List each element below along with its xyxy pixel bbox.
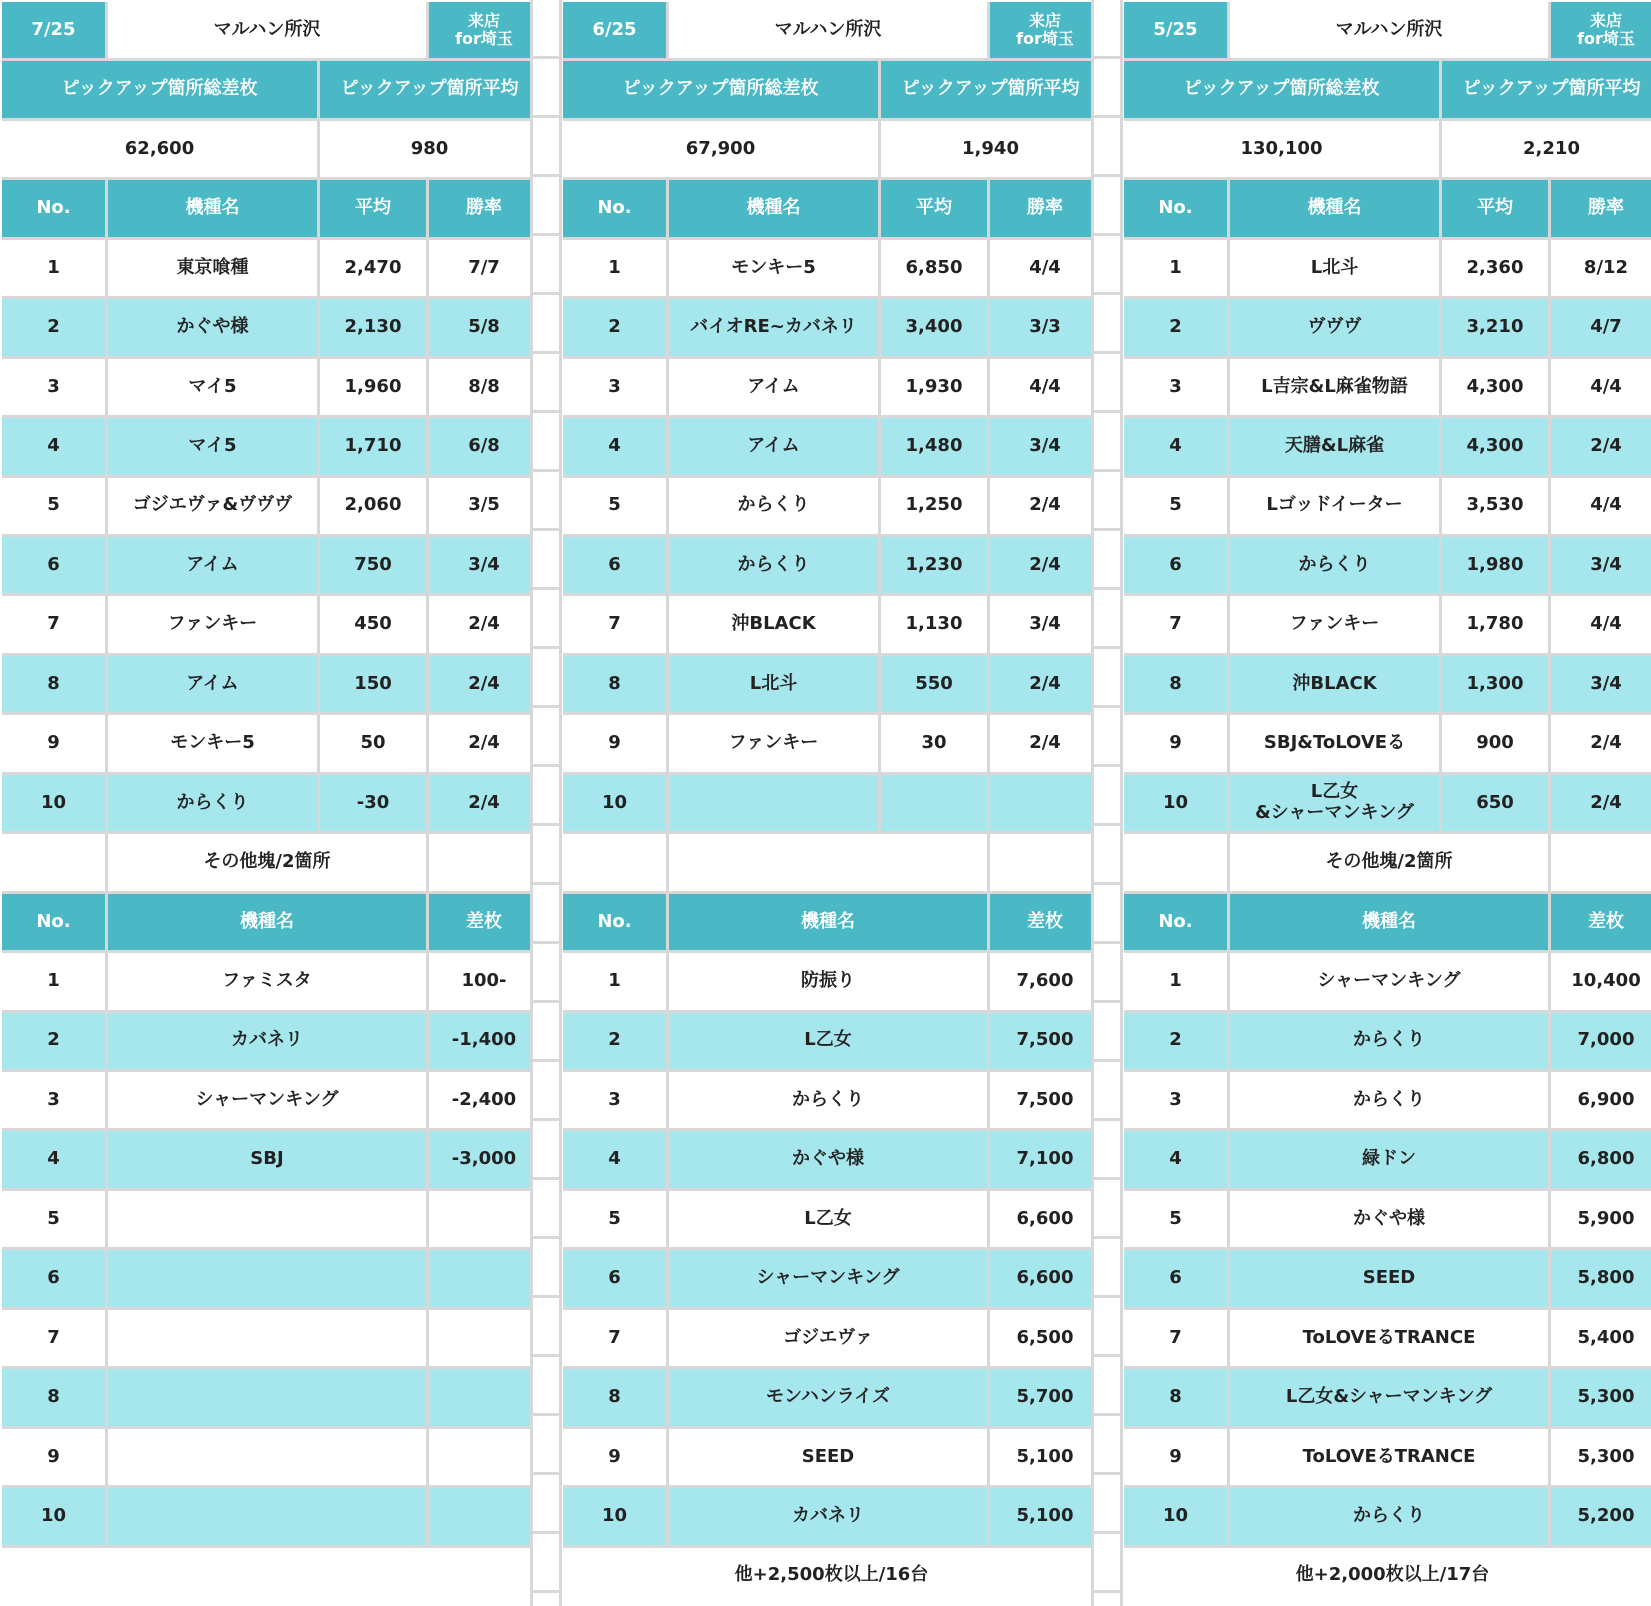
machine-name: ToLOVEるTRANCE [1230,1429,1548,1485]
row-number: 8 [2,1369,105,1425]
row-number: 4 [1124,1131,1227,1187]
average-diff: 50 [320,715,426,771]
footer-note: 他+2,500枚以上/16台 [563,1548,1100,1604]
machine-name: からくり [1230,537,1439,593]
machine-name: シャーマンキング [108,1072,426,1128]
average-diff: 1,250 [881,478,987,534]
row-number: 4 [1124,418,1227,474]
date-label: 6/25 [563,2,666,58]
machine-name: 天膳&L麻雀 [1230,418,1439,474]
average-diff: 650 [1442,775,1548,831]
coin-diff: 5,100 [990,1488,1100,1544]
average-diff: 2,470 [320,240,426,296]
col-header-no: No. [563,180,666,236]
row-number: 6 [1124,1250,1227,1306]
total-diff-value: 130,100 [1124,121,1439,177]
row-number: 9 [2,1429,105,1485]
coin-diff: 5,200 [1551,1488,1651,1544]
coin-diff: 7,500 [990,1013,1100,1069]
row-number: 8 [1124,1369,1227,1425]
machine-name: SEED [1230,1250,1548,1306]
row-number: 2 [1124,1013,1227,1069]
date-panel [2,2,530,1604]
date-panel [1124,2,1651,1604]
row-number: 6 [2,1250,105,1306]
coin-diff: -3,000 [429,1131,539,1187]
total-diff-label: ピックアップ箇所総差枚 [563,61,878,117]
other-note: その他塊/2箇所 [1230,834,1548,890]
average-label: ピックアップ箇所平均 [881,61,1100,117]
row-number: 5 [1124,1191,1227,1247]
coin-diff: 5,100 [990,1429,1100,1485]
machine-name: L北斗 [669,656,878,712]
row-number: 3 [2,359,105,415]
row-number: 1 [1124,953,1227,1009]
row-number: 3 [563,359,666,415]
machine-name: モンハンライズ [669,1369,987,1425]
coin-diff [429,1191,539,1247]
row-number: 7 [2,1310,105,1366]
machine-name: 東京喰種 [108,240,317,296]
machine-name: からくり [669,537,878,593]
row-number: 7 [1124,596,1227,652]
col-header-no: No. [563,894,666,950]
average-diff: 2,130 [320,299,426,355]
other-note: その他塊/2箇所 [108,834,426,890]
col-header-average: 平均 [320,180,426,236]
row-number: 4 [563,418,666,474]
average-diff: 30 [881,715,987,771]
row-number: 1 [2,953,105,1009]
row-number: 3 [1124,1072,1227,1128]
coin-diff [429,1310,539,1366]
win-rate: 2/4 [990,537,1100,593]
col-header-diff: 差枚 [1551,894,1651,950]
average-value: 1,940 [881,121,1100,177]
machine-name: ヴヴヴ [1230,299,1439,355]
date-label: 7/25 [2,2,105,58]
average-diff: 1,930 [881,359,987,415]
visit-tag: 来店 for埼玉 [1551,2,1651,58]
row-number: 5 [2,1191,105,1247]
row-number: 7 [563,1310,666,1366]
store-name: マルハン所沢 [108,2,426,58]
coin-diff: 6,600 [990,1191,1100,1247]
machine-name: Lゴッドイーター [1230,478,1439,534]
coin-diff: 10,400 [1551,953,1651,1009]
row-number: 2 [2,299,105,355]
row-number: 8 [2,656,105,712]
win-rate: 3/4 [990,596,1100,652]
machine-name: SEED [669,1429,987,1485]
win-rate: 3/4 [1551,656,1651,712]
col-header-machine: 機種名 [669,894,987,950]
row-number: 9 [563,715,666,771]
coin-diff: 7,100 [990,1131,1100,1187]
machine-name [108,1429,426,1485]
average-diff: 4,300 [1442,418,1548,474]
separator-stripes [533,0,559,1606]
other-blank [1124,834,1227,890]
col-header-average: 平均 [881,180,987,236]
machine-name: ファンキー [669,715,878,771]
average-diff: 1,780 [1442,596,1548,652]
row-number: 9 [2,715,105,771]
machine-name: モンキー5 [669,240,878,296]
average-diff: 1,480 [881,418,987,474]
machine-name: シャーマンキング [1230,953,1548,1009]
win-rate: 8/12 [1551,240,1651,296]
coin-diff: 100- [429,953,539,1009]
row-number: 8 [1124,656,1227,712]
average-diff: 2,060 [320,478,426,534]
row-number: 9 [1124,715,1227,771]
row-number: 8 [563,656,666,712]
average-diff: 900 [1442,715,1548,771]
machine-name: アイム [108,537,317,593]
row-number: 3 [563,1072,666,1128]
other-blank [990,834,1100,890]
win-rate: 2/4 [1551,715,1651,771]
column-separator [530,0,562,1606]
row-number: 6 [1124,537,1227,593]
win-rate: 4/7 [1551,299,1651,355]
win-rate: 3/3 [990,299,1100,355]
col-header-machine: 機種名 [1230,894,1548,950]
total-diff-value: 62,600 [2,121,317,177]
col-header-no: No. [1124,894,1227,950]
row-number: 2 [1124,299,1227,355]
row-number: 6 [563,1250,666,1306]
average-diff: 1,980 [1442,537,1548,593]
date-label: 5/25 [1124,2,1227,58]
date-panel [563,2,1091,1604]
win-rate: 3/4 [990,418,1100,474]
average-diff: 3,210 [1442,299,1548,355]
average-value: 980 [320,121,539,177]
row-number: 8 [563,1369,666,1425]
col-header-diff: 差枚 [990,894,1100,950]
row-number: 7 [1124,1310,1227,1366]
average-diff: -30 [320,775,426,831]
row-number: 5 [2,478,105,534]
machine-name: L北斗 [1230,240,1439,296]
other-blank [563,834,666,890]
win-rate: 2/4 [1551,775,1651,831]
coin-diff [429,1369,539,1425]
coin-diff: 5,900 [1551,1191,1651,1247]
machine-name: ファンキー [1230,596,1439,652]
win-rate: 4/4 [1551,478,1651,534]
machine-name: バイオRE~カバネリ [669,299,878,355]
machine-name: L乙女 [669,1191,987,1247]
win-rate: 2/4 [1551,418,1651,474]
average-diff: 1,230 [881,537,987,593]
col-header-winrate: 勝率 [1551,180,1651,236]
coin-diff: 5,400 [1551,1310,1651,1366]
row-number: 7 [563,596,666,652]
win-rate: 5/8 [429,299,539,355]
win-rate: 4/4 [1551,359,1651,415]
machine-name [108,1250,426,1306]
col-header-no: No. [1124,180,1227,236]
coin-diff: 5,700 [990,1369,1100,1425]
average-diff: 3,530 [1442,478,1548,534]
column-separator [1091,0,1123,1606]
row-number: 9 [563,1429,666,1485]
average-label: ピックアップ箇所平均 [1442,61,1651,117]
coin-diff [429,1429,539,1485]
visit-tag: 来店 for埼玉 [990,2,1100,58]
average-diff: 2,360 [1442,240,1548,296]
win-rate: 2/4 [429,715,539,771]
col-header-diff: 差枚 [429,894,539,950]
machine-name: ファミスタ [108,953,426,1009]
footer-note: 他+2,000枚以上/17台 [1124,1548,1651,1604]
machine-name [108,1369,426,1425]
machine-name: からくり [1230,1013,1548,1069]
machine-name [669,775,878,831]
machine-name: L吉宗&L麻雀物語 [1230,359,1439,415]
machine-name: アイム [108,656,317,712]
average-diff: 1,300 [1442,656,1548,712]
machine-name: かぐや様 [669,1131,987,1187]
row-number: 4 [2,418,105,474]
average-diff: 4,300 [1442,359,1548,415]
win-rate: 8/8 [429,359,539,415]
machine-name: アイム [669,418,878,474]
other-blank [1551,834,1651,890]
machine-name: からくり [1230,1072,1548,1128]
row-number: 2 [563,1013,666,1069]
machine-name [108,1191,426,1247]
average-diff: 550 [881,656,987,712]
win-rate: 2/4 [990,478,1100,534]
win-rate [990,775,1100,831]
row-number: 1 [563,240,666,296]
coin-diff: 5,300 [1551,1369,1651,1425]
col-header-winrate: 勝率 [990,180,1100,236]
col-header-machine: 機種名 [669,180,878,236]
machine-name: マイ5 [108,359,317,415]
store-name: マルハン所沢 [669,2,987,58]
machine-name: モンキー5 [108,715,317,771]
machine-name: 緑ドン [1230,1131,1548,1187]
row-number: 10 [563,775,666,831]
win-rate: 2/4 [990,715,1100,771]
machine-name: SBJ&ToLOVEる [1230,715,1439,771]
machine-name: 沖BLACK [669,596,878,652]
average-value: 2,210 [1442,121,1651,177]
machine-name: かぐや様 [1230,1191,1548,1247]
separator-stripes [1094,0,1120,1606]
coin-diff [429,1250,539,1306]
col-header-no: No. [2,180,105,236]
average-diff: 3,400 [881,299,987,355]
row-number: 3 [1124,359,1227,415]
machine-name [108,1488,426,1544]
coin-diff [429,1488,539,1544]
total-diff-label: ピックアップ箇所総差枚 [2,61,317,117]
machine-name: からくり [1230,1488,1548,1544]
row-number: 6 [2,537,105,593]
win-rate: 3/4 [1551,537,1651,593]
total-diff-value: 67,900 [563,121,878,177]
win-rate: 4/4 [1551,596,1651,652]
win-rate: 7/7 [429,240,539,296]
average-diff: 150 [320,656,426,712]
row-number: 2 [2,1013,105,1069]
other-blank [429,834,539,890]
row-number: 3 [2,1072,105,1128]
row-number: 10 [2,1488,105,1544]
machine-name: ゴジエヴァ&ヴヴヴ [108,478,317,534]
machine-name: マイ5 [108,418,317,474]
machine-name: L乙女 &シャーマンキング [1230,775,1439,831]
row-number: 1 [2,240,105,296]
footer-note [2,1548,539,1604]
row-number: 10 [1124,775,1227,831]
row-number: 2 [563,299,666,355]
row-number: 9 [1124,1429,1227,1485]
machine-name: シャーマンキング [669,1250,987,1306]
visit-tag: 来店 for埼玉 [429,2,539,58]
row-number: 1 [1124,240,1227,296]
machine-name: からくり [669,1072,987,1128]
average-diff: 750 [320,537,426,593]
machine-name: ファンキー [108,596,317,652]
win-rate: 3/4 [429,537,539,593]
row-number: 7 [2,596,105,652]
win-rate: 2/4 [429,596,539,652]
coin-diff: 6,800 [1551,1131,1651,1187]
col-header-machine: 機種名 [108,180,317,236]
row-number: 5 [563,1191,666,1247]
average-diff [881,775,987,831]
coin-diff: 6,600 [990,1250,1100,1306]
machine-name: カバネリ [669,1488,987,1544]
coin-diff: 6,900 [1551,1072,1651,1128]
store-name: マルハン所沢 [1230,2,1548,58]
machine-name: からくり [108,775,317,831]
average-diff: 6,850 [881,240,987,296]
win-rate: 3/5 [429,478,539,534]
average-diff: 1,130 [881,596,987,652]
coin-diff: 7,600 [990,953,1100,1009]
row-number: 6 [563,537,666,593]
col-header-no: No. [2,894,105,950]
machine-name [108,1310,426,1366]
win-rate: 2/4 [429,775,539,831]
coin-diff: -2,400 [429,1072,539,1128]
win-rate: 4/4 [990,359,1100,415]
row-number: 4 [2,1131,105,1187]
machine-name: からくり [669,478,878,534]
coin-diff: 5,800 [1551,1250,1651,1306]
row-number: 5 [1124,478,1227,534]
win-rate: 6/8 [429,418,539,474]
coin-diff: 7,500 [990,1072,1100,1128]
machine-name: かぐや様 [108,299,317,355]
coin-diff: 5,300 [1551,1429,1651,1485]
col-header-average: 平均 [1442,180,1548,236]
total-diff-label: ピックアップ箇所総差枚 [1124,61,1439,117]
win-rate: 4/4 [990,240,1100,296]
machine-name: 防振り [669,953,987,1009]
machine-name: アイム [669,359,878,415]
coin-diff: 6,500 [990,1310,1100,1366]
win-rate: 2/4 [990,656,1100,712]
average-label: ピックアップ箇所平均 [320,61,539,117]
row-number: 10 [563,1488,666,1544]
machine-name: カバネリ [108,1013,426,1069]
other-note [669,834,987,890]
machine-name: 沖BLACK [1230,656,1439,712]
row-number: 10 [1124,1488,1227,1544]
machine-name: ToLOVEるTRANCE [1230,1310,1548,1366]
col-header-machine: 機種名 [108,894,426,950]
average-diff: 1,710 [320,418,426,474]
col-header-machine: 機種名 [1230,180,1439,236]
row-number: 1 [563,953,666,1009]
machine-name: ゴジエヴァ [669,1310,987,1366]
col-header-winrate: 勝率 [429,180,539,236]
coin-diff: -1,400 [429,1013,539,1069]
average-diff: 1,960 [320,359,426,415]
machine-name: L乙女&シャーマンキング [1230,1369,1548,1425]
other-blank [2,834,105,890]
row-number: 10 [2,775,105,831]
coin-diff: 7,000 [1551,1013,1651,1069]
machine-name: SBJ [108,1131,426,1187]
average-diff: 450 [320,596,426,652]
row-number: 5 [563,478,666,534]
machine-name: L乙女 [669,1013,987,1069]
win-rate: 2/4 [429,656,539,712]
row-number: 4 [563,1131,666,1187]
